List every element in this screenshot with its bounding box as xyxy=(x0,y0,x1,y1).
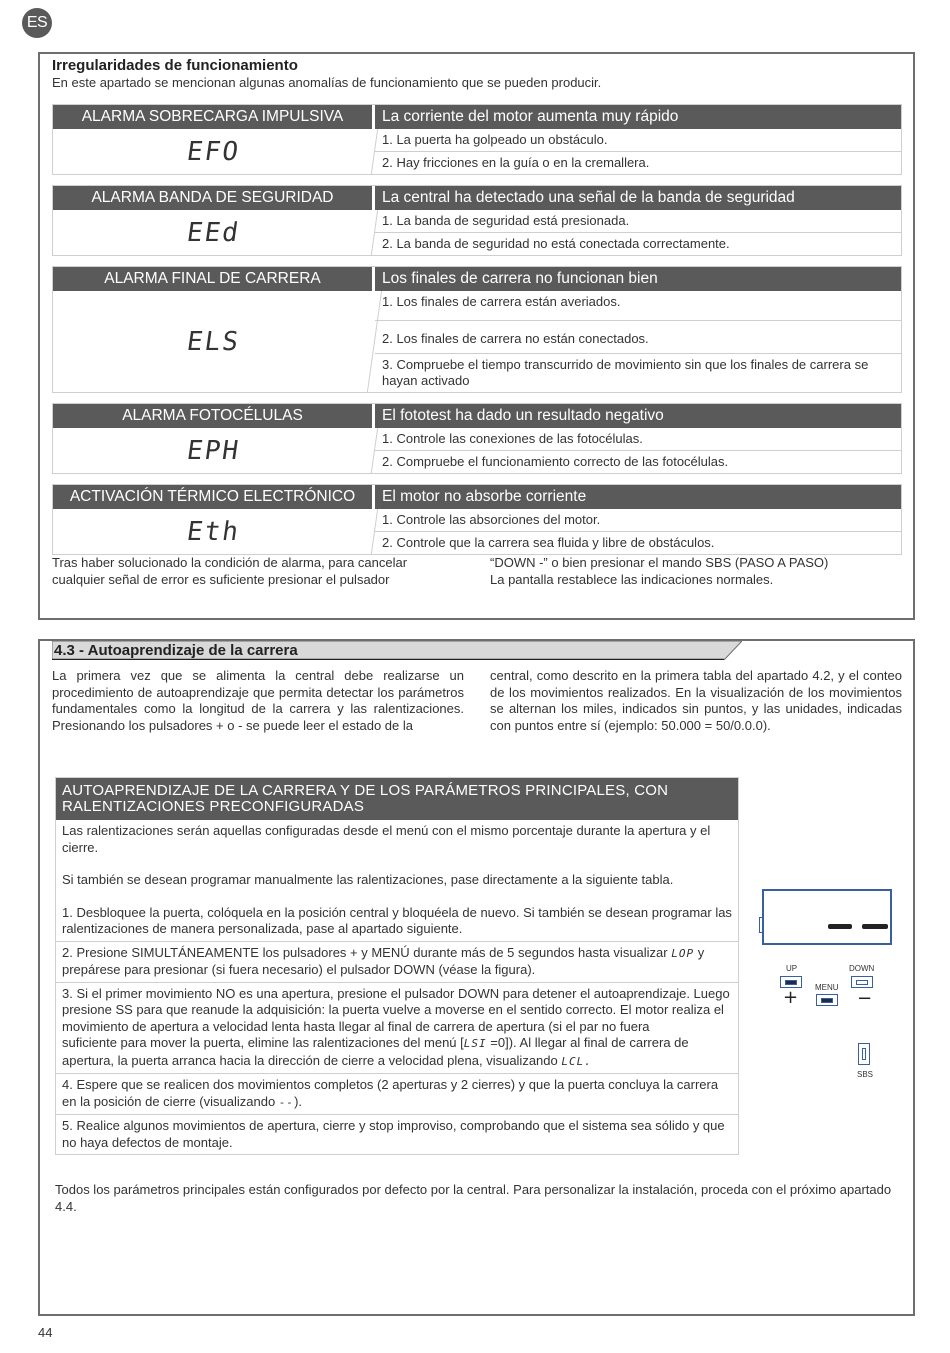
language-badge: ES xyxy=(22,8,52,38)
procedure-header: AUTOAPRENDIZAJE DE LA CARRERA Y DE LOS PARÁMETROS PRINCIPALES, CON RALENTIZACIONES PRECONFIGURADAS xyxy=(56,778,738,820)
menu-button[interactable] xyxy=(816,994,838,1006)
alarm-description: La central ha detectado una señal de la banda de seguridad xyxy=(382,189,795,206)
alarm-code: EFO xyxy=(50,129,378,174)
alarm-cause: 1. La puerta ha golpeado un obstáculo. xyxy=(375,129,901,152)
procedure-step-3 xyxy=(56,983,738,1075)
alarm-cause: 3. Compruebe el tiempo transcurrido de movimiento sin que los finales de carrera se hayan activado xyxy=(382,357,869,388)
menu-label: MENU xyxy=(815,983,839,992)
alarm-description: El motor no absorbe corriente xyxy=(382,488,587,505)
alarm-code: ELS xyxy=(46,291,382,392)
reset-instructions-line: “DOWN -” o bien presionar el mando SBS (PASO A PASO) xyxy=(490,555,829,570)
step-text: 4. Espere que se realicen dos movimientos completos (2 aperturas y 2 cierres) y que la puerta concluya la carrera en la posición de cierre (visualizando xyxy=(62,1077,719,1109)
procedure-step-5: 5. Realice algunos movimientos de apertura, cierre y stop improviso, comprobando que el sistema sea sólido y que no haya defectos de montaje. xyxy=(62,1118,725,1150)
control-panel-figure xyxy=(760,889,900,1089)
reset-instructions-right xyxy=(490,554,890,588)
intro-column-left: La primera vez que se alimenta la central debe realizarse un procedimiento de autoaprendizaje que permita detectar los parámetros fundamentales como la longitud de la carrera y las ralentizaciones. Presionando los pulsadores + o - se puede leer el estado de la xyxy=(52,668,464,733)
reset-instructions-line: La pantalla restablece las indicaciones normales. xyxy=(490,572,774,587)
subsection-header xyxy=(52,641,742,660)
alarm-block xyxy=(52,266,902,393)
step-text: ). xyxy=(294,1093,303,1109)
down-label: DOWN xyxy=(849,964,875,973)
up-label: UP xyxy=(786,964,798,973)
alarm-cause: 1. Controle las conexiones de las fotocélulas. xyxy=(375,428,901,451)
procedure-intro xyxy=(56,820,738,942)
alarm-cause: 2. La banda de seguridad no está conectada correctamente. xyxy=(382,236,730,251)
procedure-intro-text: Las ralentizaciones serán aquellas configuradas desde el menú con el mismo porcentaje durante la apertura y el cierre. xyxy=(62,823,711,855)
step-text: 3. Si el primer movimiento NO es una apertura, presione el pulsador DOWN para detener el autoaprendizaje. Luego presione SS para que reanude la adquisición: la puerta vuelve a moverse en el sentido correcto. El motor realiza el movimiento de apertura a velocidad lenta hasta llegar al final de carrera de apertura (si el par no fuera xyxy=(62,985,730,1034)
alarm-cause: 2. Compruebe el funcionamiento correcto de las fotocélulas. xyxy=(382,454,729,469)
display-code: -- xyxy=(278,1095,295,1109)
alarm-block xyxy=(52,185,902,256)
procedure-intro-text: Si también se desean programar manualmente las ralentizaciones, pase directamente a la siguiente tabla. xyxy=(62,872,674,887)
alarm-name: ALARMA BANDA DE SEGURIDAD xyxy=(53,186,375,210)
display-dash xyxy=(828,924,852,929)
intro-column-right: central, como descrito en la primera tabla del apartado 4.2, y el conteo de los movimientos realizados. En la visualización de los movimientos se alternan los miles, indicados sin puntos, y las unidades, indicadas con puntos entre sí (ejemplo: 50.000 = 50/0.0.0). xyxy=(490,668,902,733)
section-intro: En este apartado se mencionan algunas anomalías de funcionamiento que se pueden producir. xyxy=(52,75,602,90)
step-text: =0]). Al llegar al final de carrera de apertura, la puerta arranca hacia la dirección de cierre a velocidad plena, visualizando xyxy=(62,1035,689,1068)
sbs-label: SBS xyxy=(857,1070,874,1079)
alarm-cause: 2. Controle que la carrera sea fluida y libre de obstáculos. xyxy=(382,535,715,550)
alarm-name: ACTIVACIÓN TÉRMICO ELECTRÓNICO xyxy=(53,485,375,509)
alarm-cause: 1. Controle las absorciones del motor. xyxy=(375,509,901,532)
step-text: suficiente para mover la puerta, elimine las ralentizaciones del menú [ xyxy=(62,1035,464,1050)
lcd-display xyxy=(762,889,892,945)
alarm-description: La corriente del motor aumenta muy rápido xyxy=(382,108,679,125)
alarm-name: ALARMA SOBRECARGA IMPULSIVA xyxy=(53,105,375,129)
alarm-block xyxy=(52,104,902,175)
alarm-name: ALARMA FINAL DE CARRERA xyxy=(53,267,375,291)
alarm-description: Los finales de carrera no funcionan bien xyxy=(382,270,658,287)
sbs-button[interactable] xyxy=(858,1043,870,1065)
alarm-cause: 1. La banda de seguridad está presionada. xyxy=(375,210,901,233)
page-number: 44 xyxy=(38,1325,53,1340)
alarm-cause: 2. Hay fricciones en la guía o en la cremallera. xyxy=(382,155,650,170)
closing-note: Todos los parámetros principales están configurados por defecto por la central. Para personalizar la instalación, proceda con el próximo apartado 4.4. xyxy=(55,1182,892,1214)
alarm-name: ALARMA FOTOCÉLULAS xyxy=(53,404,375,428)
self-learning-section xyxy=(38,639,915,1316)
procedure-step-1: 1. Desbloquee la puerta, colóquela en la posición central y bloquéela de nuevo. Si también se desean programar las ralentizaciones de manera personalizada, pase al apartado siguiente. xyxy=(62,904,732,936)
minus-icon: − xyxy=(857,988,873,1009)
display-code: LCL. xyxy=(561,1054,592,1068)
plus-icon: + xyxy=(783,987,799,1008)
alarm-code: EEd xyxy=(50,210,378,255)
alarm-block xyxy=(52,403,902,474)
malfunctions-section xyxy=(38,52,915,620)
display-dash xyxy=(862,924,888,929)
alarm-block xyxy=(52,484,902,555)
step-text: y prepárese para presionar (si fuera necesario) el pulsador DOWN (véase la figura). xyxy=(62,944,705,977)
subsection-title: 4.3 - Autoaprendizaje de la carrera xyxy=(54,642,298,659)
procedure-step-4 xyxy=(56,1074,738,1115)
step-text: 2. Presione SIMULTÁNEAMENTE los pulsadores + y MENÚ durante más de 5 segundos hasta visualizar xyxy=(62,944,668,960)
display-code: LSI xyxy=(463,1037,487,1050)
procedure-step-2 xyxy=(56,942,738,983)
alarms-table xyxy=(52,104,902,565)
display-code: LOP xyxy=(671,946,695,960)
alarm-code: Eth xyxy=(50,509,378,554)
alarm-cause: 1. Los finales de carrera están averiados. xyxy=(375,291,901,321)
alarm-cause: 2. Los finales de carrera no están conectados. xyxy=(375,321,901,354)
alarm-code: EPH xyxy=(50,428,378,473)
procedure-table xyxy=(55,777,739,1155)
alarm-description: El fototest ha dado un resultado negativo xyxy=(382,407,664,424)
down-button[interactable] xyxy=(851,976,873,988)
section-title: Irregularidades de funcionamiento xyxy=(52,57,298,74)
reset-instructions-left: Tras haber solucionado la condición de alarma, para cancelar cualquier señal de error es suficiente presionar el pulsador xyxy=(52,555,408,587)
